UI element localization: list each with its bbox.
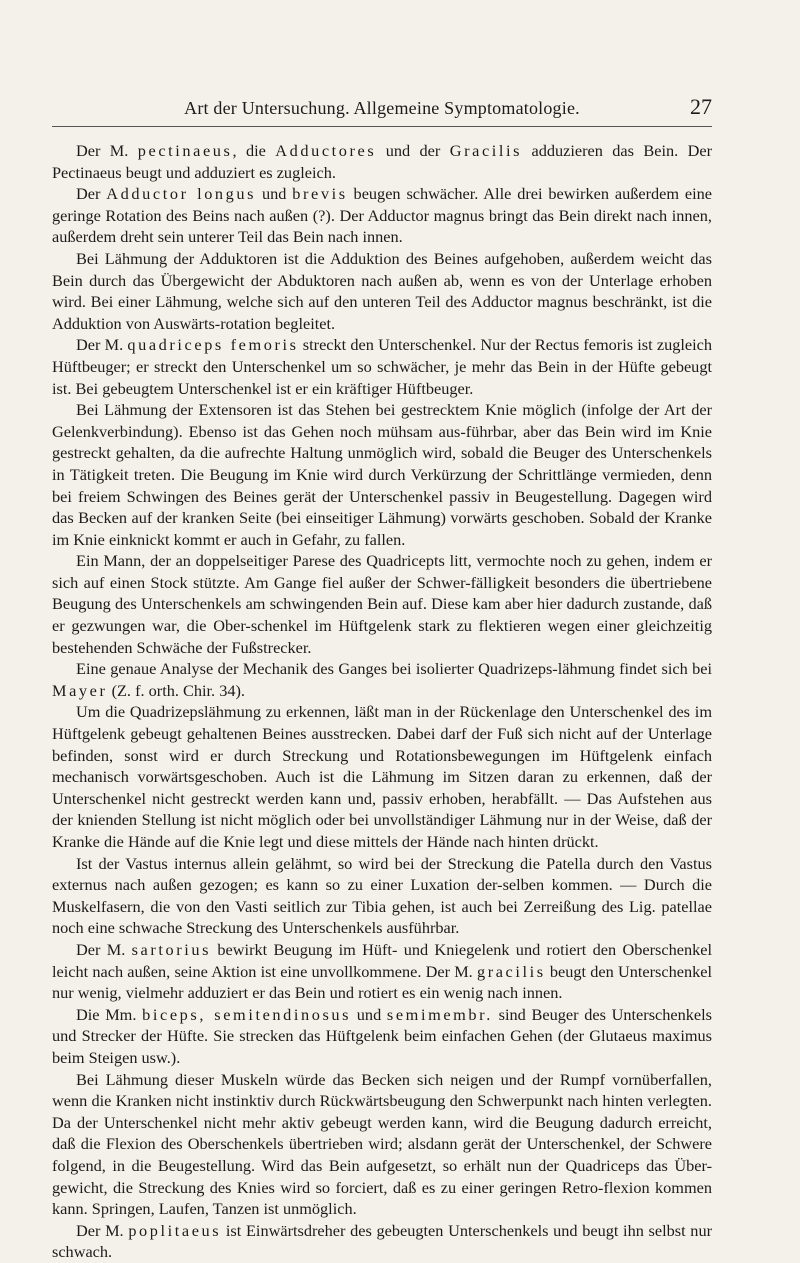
spaced-term: pectinaeus xyxy=(137,141,233,160)
running-header xyxy=(52,96,712,127)
spaced-term: biceps, semitendinosus xyxy=(142,1004,352,1024)
paragraph: Ist der Vastus internus allein gelähmt, so wird bei der Streckung die Patella durch den Vastus externus nach außen gezogen; es kann so zu einer Luxation der-selben kommen. — Durch die Muskelfasern, die von den Vasti seitlich zur Tibia gehen, ist auch bei Zerreißung des Lig. patellae noch eine schwache Streckung des Unterschenkels ausführbar. xyxy=(52,853,712,938)
paragraph: Bei Lähmung der Adduktoren ist die Adduktion des Beines aufgehoben, außerdem weicht das Bein durch das Übergewicht der Abduktoren nach außen ab, wenn es von der Unterlage erhoben wird. Bei einer Lähmung, welche sich auf den unteren Teil des Adductor magnus beschränkt, ist die Adduktion von Auswärts-rotation begleitet. xyxy=(52,248,712,333)
paragraph: Der Adductor longus und brevis beugen schwächer. Alle drei bewirken außerdem eine geringe Rotation des Beins nach außen (?). Der Adductor magnus bringt das Bein direkt nach innen, außerdem dreht sein unterer Teil das Bein nach innen. xyxy=(52,184,713,247)
paragraph: Eine genaue Analyse der Mechanik des Ganges bei isolierter Quadrizeps-lähmung findet sich bei Mayer (Z. f. orth. Chir. 34). xyxy=(52,659,712,700)
paragraph: Bei Lähmung dieser Muskeln würde das Becken sich neigen und der Rumpf vornüberfallen, wenn die Kranken nicht instinktiv durch Rückwärtsbeugung den Schwerpunkt nach hinten verlegten. Da der Unterschenkel nicht mehr aktiv gebeugt werden kann, wird die Beugung dadurch erreicht, daß die Flexion des Oberschenkels übertrieben wird; alsdann gerät der Unterschenkel, der Schwere folgend, in die Beugestellung. Wird das Bein aufgesetzt, so erhält nun der Quadriceps das Über-gewicht, die Streckung des Knies wird so forciert, daß es zu einer geringen Retro-flexion kommen kann. Springen, Laufen, Tanzen ist unmöglich. xyxy=(52,1069,712,1219)
paragraph: Der M. quadriceps femoris streckt den Unterschenkel. Nur der Rectus femoris ist zugleich Hüftbeuger; er streckt den Unterschenkel um so schwächer, je mehr das Bein in der Hüfte gebeugt ist. Bei gebeugtem Unterschenkel ist er ein kräftiger Hüftbeuger. xyxy=(52,335,712,398)
body-text xyxy=(52,140,712,1263)
paragraph: Die Mm. biceps, semitendinosus und semimembr. sind Beuger des Unterschenkels und Strecker der Hüfte. Sie strecken das Hüftgelenk beim einfachen Gehen (der Glutaeus maximus beim Steigen usw.). xyxy=(52,1004,712,1067)
spaced-term: Mayer xyxy=(52,680,108,700)
spaced-term: poplitaeus xyxy=(128,1220,222,1240)
paragraph: Der M. pectinaeus, die Adductores und der Gracilis adduzieren das Bein. Der Pectinaeus beugt und adduziert es zugleich. xyxy=(52,141,713,182)
page-number: 27 xyxy=(690,94,712,119)
paragraph: Um die Quadrizepslähmung zu erkennen, läßt man in der Rückenlage den Unterschenkel des im Hüftgelenk gebeugt gehaltenen Beines ausstrecken. Dabei darf der Fuß sich nicht auf der Unterlage befinden, sonst wird er durch Streckung und Rotationsbewegungen im Hüftgelenk einfach mechanisch vorwärtsgeschoben. Auch ist die Lähmung im Sitzen daran zu erkennen, daß der Unterschenkel nicht gestreckt werden kann und, passiv erhoben, herabfällt. — Das Aufstehen aus der knienden Stellung ist nicht möglich oder bei unvollständiger Lähmung nur in der Weise, daß der Kranke die Hände auf die Knie legt und diese mittels der Hände nach hinten drückt. xyxy=(52,702,712,851)
spaced-term: gracilis xyxy=(476,961,546,981)
spaced-term: quadriceps femoris xyxy=(127,335,299,355)
paragraph: Der M. sartorius bewirkt Beugung im Hüft- und Kniegelenk und rotiert den Oberschenkel leicht nach außen, seine Aktion ist eine unvollkommene. Der M. gracilis beugt den Unterschenkel nur wenig, vielmehr adduziert er das Bein und rotiert es ein wenig nach innen. xyxy=(52,939,712,1003)
spaced-term: Adductor longus xyxy=(106,184,257,204)
spaced-term: Gracilis xyxy=(449,141,523,160)
spaced-term: semimembr. xyxy=(386,1004,493,1024)
spaced-term: Adductores xyxy=(275,141,377,160)
paragraph: Der M. poplitaeus ist Einwärtsdreher des gebeugten Unterschenkels und beugt ihn selbst nur schwach. xyxy=(52,1220,713,1262)
spaced-term: brevis xyxy=(292,184,348,204)
paragraph: Ein Mann, der an doppelseitiger Parese des Quadricepts litt, vermochte noch zu gehen, indem er sich auf einen Stock stützte. Am Gange fiel außer der Schwer-fälligkeit besonders die übertriebene Beugung des Unterschenkels am schwingenden Bein auf. Diese kam aber hier dadurch zustande, daß er gezwungen war, die Ober-schenkel im Hüftgelenk stark zu flektieren wegen einer gleichzeitig bestehenden Schwäche der Fußstrecker. xyxy=(52,551,712,657)
spaced-term: sartorius xyxy=(131,939,212,959)
running-title: Art der Untersuchung. Allgemeine Symptomatologie. xyxy=(184,98,580,118)
paragraph: Bei Lähmung der Extensoren ist das Stehen bei gestrecktem Knie möglich (infolge der Art der Gelenkverbindung). Ebenso ist das Gehen noch mühsam aus-führbar, aber das Bein wird im Knie gestreckt gehalten, da die aufrechte Haltung unmöglich wird, sobald die Beuger des Unterschenkels in Tätigkeit treten. Die Beugung im Knie wird durch Verkürzung der Schrittlänge vermieden, denn bei freiem Schwingen des Beines gerät der Unterschenkel passiv in Beugestellung. Dagegen wird das Becken auf der kranken Seite (bei einseitiger Lähmung) vorwärts geschoben. Sobald der Kranke im Knie einknickt kommt er auch in Gefahr, zu fallen. xyxy=(52,400,712,549)
